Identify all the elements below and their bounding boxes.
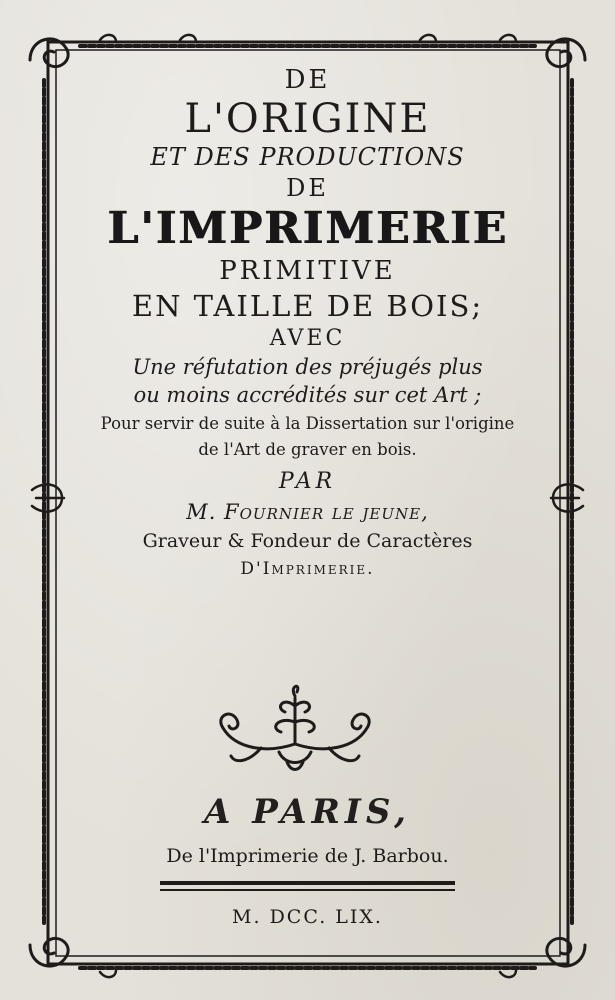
- rule-thin: [160, 889, 455, 891]
- subtitle-line-refutation-2: ou moins accrédités sur cet Art ;: [133, 383, 482, 407]
- subtitle-line-servir-2: de l'Art de graver en bois.: [198, 440, 417, 459]
- author-title-graveur: Graveur & Fondeur de Caractères: [142, 530, 473, 552]
- imprint-date: M. DCC. LIX.: [232, 906, 383, 928]
- subtitle-line-refutation-1: Une réfutation des préjugés plus: [132, 355, 483, 379]
- title-block: [70, 55, 545, 583]
- rule-thick: [160, 881, 455, 885]
- title-line-imprimerie: L'IMPRIMERIE: [107, 203, 508, 254]
- subtitle-line-servir-1: Pour servir de suite à la Dissertation sur l'origine: [100, 414, 515, 433]
- imprint-city: A PARIS,: [203, 792, 412, 832]
- title-line-productions: ET DES PRODUCTIONS: [150, 143, 465, 171]
- title-line-taille-de-bois: EN TAILLE DE BOIS;: [131, 289, 484, 323]
- title-line-origine: L'ORIGINE: [184, 96, 431, 142]
- author-name: M. Fournier le jeune,: [186, 500, 429, 524]
- title-line-avec: AVEC: [269, 326, 346, 351]
- floral-fleuron-icon: [205, 682, 385, 774]
- author-line-par: PAR: [278, 469, 337, 494]
- title-line-primitive: PRIMITIVE: [219, 256, 396, 286]
- title-line-de-second: DE: [286, 174, 329, 202]
- title-line-de: DE: [284, 65, 331, 95]
- author-title-imprimerie: D'Imprimerie.: [240, 559, 375, 579]
- imprint-printer: De l'Imprimerie de J. Barbou.: [166, 845, 449, 867]
